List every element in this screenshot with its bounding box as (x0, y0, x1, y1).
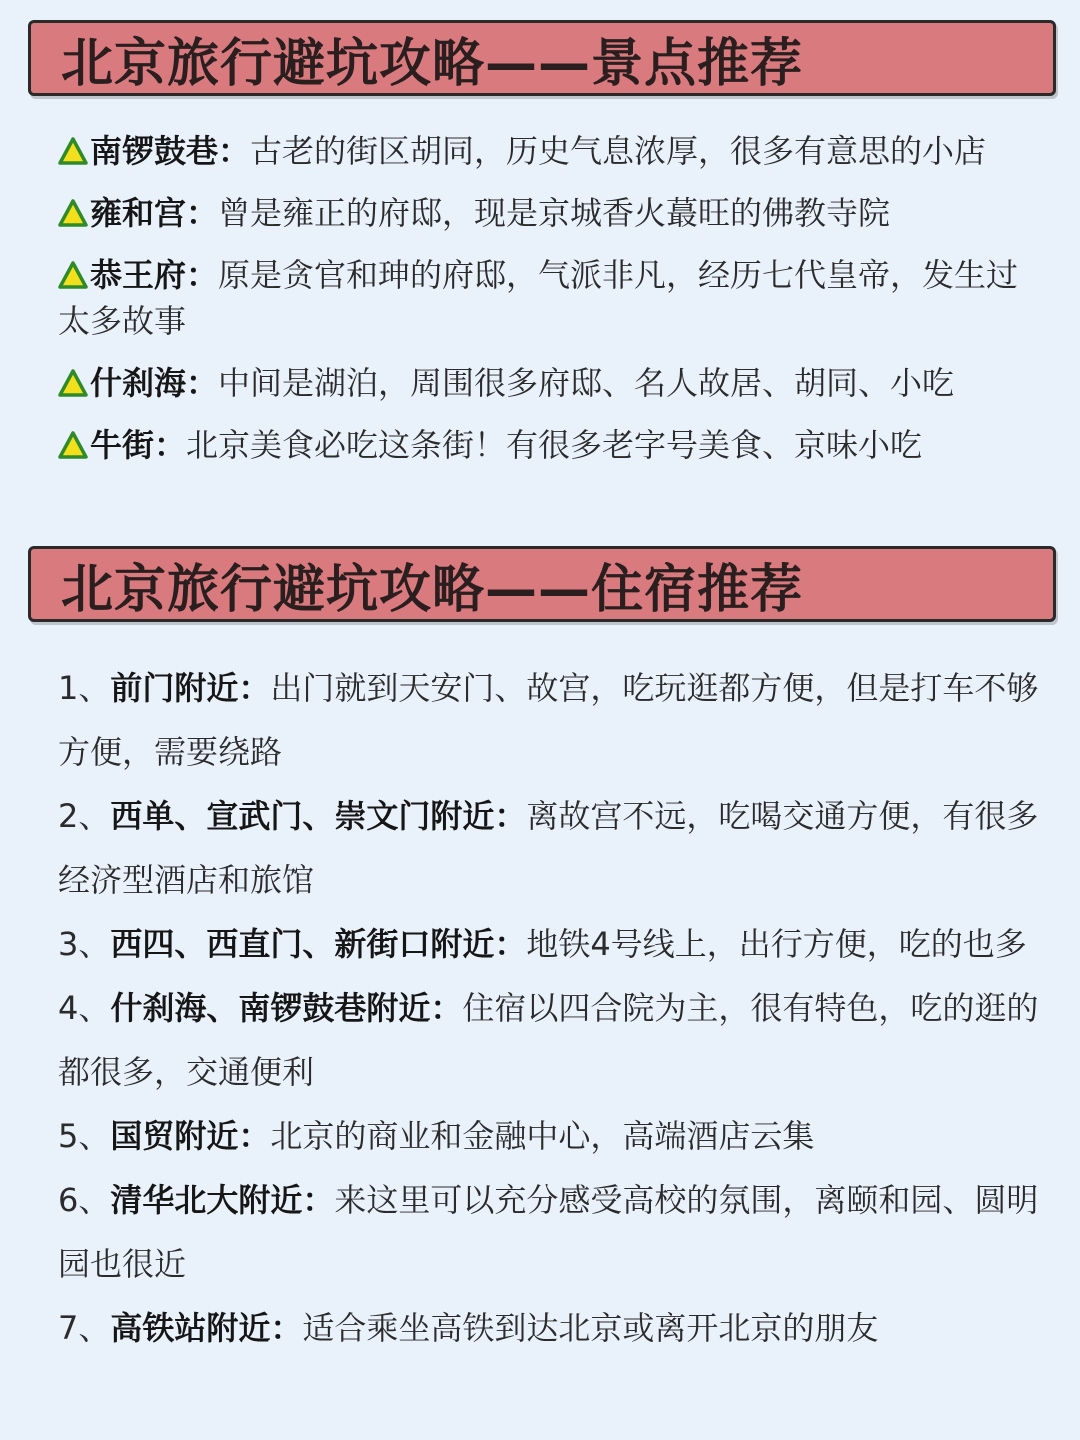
item-desc: 原是贪官和珅的府邸，气派非凡，经历七代皇帝，发生过太多故事 (58, 256, 1019, 340)
warning-triangle-icon (58, 368, 88, 398)
list-item (58, 976, 1048, 1104)
list-item (58, 128, 1048, 174)
warning-triangle-icon (58, 136, 88, 166)
list-item (58, 1296, 1048, 1360)
item-desc: 地铁4号线上，出行方便，吃的也多 (526, 925, 1027, 963)
item-name: 雍和宫： (90, 194, 219, 232)
item-desc: 来这里可以充分感受高校的氛围，离颐和园、圆明园也很近 (58, 1181, 1039, 1283)
item-desc: 古老的街区胡同，历史气息浓厚，很多有意思的小店 (250, 132, 987, 170)
list-item (58, 656, 1048, 784)
item-name: 西四、西直门、新街口附近： (110, 925, 527, 963)
item-desc: 曾是雍正的府邸，现是京城香火蕞旺的佛教寺院 (218, 194, 891, 232)
list-item (58, 190, 1048, 236)
item-desc: 北京的商业和金融中心，高端酒店云集 (270, 1117, 815, 1155)
section-banner-attractions (28, 20, 1056, 96)
section-banner-lodging (28, 546, 1056, 622)
item-name: 国贸附近： (110, 1117, 271, 1155)
item-name: 恭王府： (90, 256, 219, 294)
warning-triangle-icon (58, 260, 88, 290)
item-name: 西单、宣武门、崇文门附近： (110, 797, 527, 835)
item-desc: 北京美食必吃这条街！有很多老字号美食、京味小吃 (186, 426, 923, 464)
item-desc: 中间是湖泊，周围很多府邸、名人故居、胡同、小吃 (218, 364, 955, 402)
list-item (58, 252, 1048, 344)
item-name: 清华北大附近： (110, 1181, 335, 1219)
list-item (58, 422, 1048, 468)
item-name: 什刹海： (90, 364, 219, 402)
item-number: 5、 (58, 1117, 111, 1155)
item-number: 3、 (58, 925, 111, 963)
item-name: 南锣鼓巷： (90, 132, 251, 170)
item-desc: 适合乘坐高铁到达北京或离开北京的朋友 (302, 1309, 879, 1347)
item-number: 7、 (58, 1309, 111, 1347)
item-desc: 出门就到天安门、故宫，吃玩逛都方便，但是打车不够方便，需要绕路 (58, 669, 1039, 771)
section-title-attractions: 北京旅行避坑攻略——景点推荐 (61, 33, 804, 94)
item-name: 牛街： (90, 426, 187, 464)
section-title-lodging: 北京旅行避坑攻略——住宿推荐 (61, 559, 804, 620)
list-item (58, 1104, 1048, 1168)
attractions-list (58, 128, 1048, 484)
item-desc: 住宿以四合院为主，很有特色，吃的逛的都很多，交通便利 (58, 989, 1039, 1091)
list-item (58, 784, 1048, 912)
item-number: 2、 (58, 797, 111, 835)
list-item (58, 360, 1048, 406)
item-name: 前门附近： (110, 669, 271, 707)
item-number: 1、 (58, 669, 111, 707)
item-number: 4、 (58, 989, 111, 1027)
item-name: 什刹海、南锣鼓巷附近： (110, 989, 463, 1027)
item-desc: 离故宫不远，吃喝交通方便，有很多经济型酒店和旅馆 (58, 797, 1039, 899)
lodging-list (58, 656, 1048, 1360)
item-name: 高铁站附近： (110, 1309, 303, 1347)
warning-triangle-icon (58, 198, 88, 228)
item-number: 6、 (58, 1181, 111, 1219)
warning-triangle-icon (58, 430, 88, 460)
list-item (58, 912, 1048, 976)
list-item (58, 1168, 1048, 1296)
